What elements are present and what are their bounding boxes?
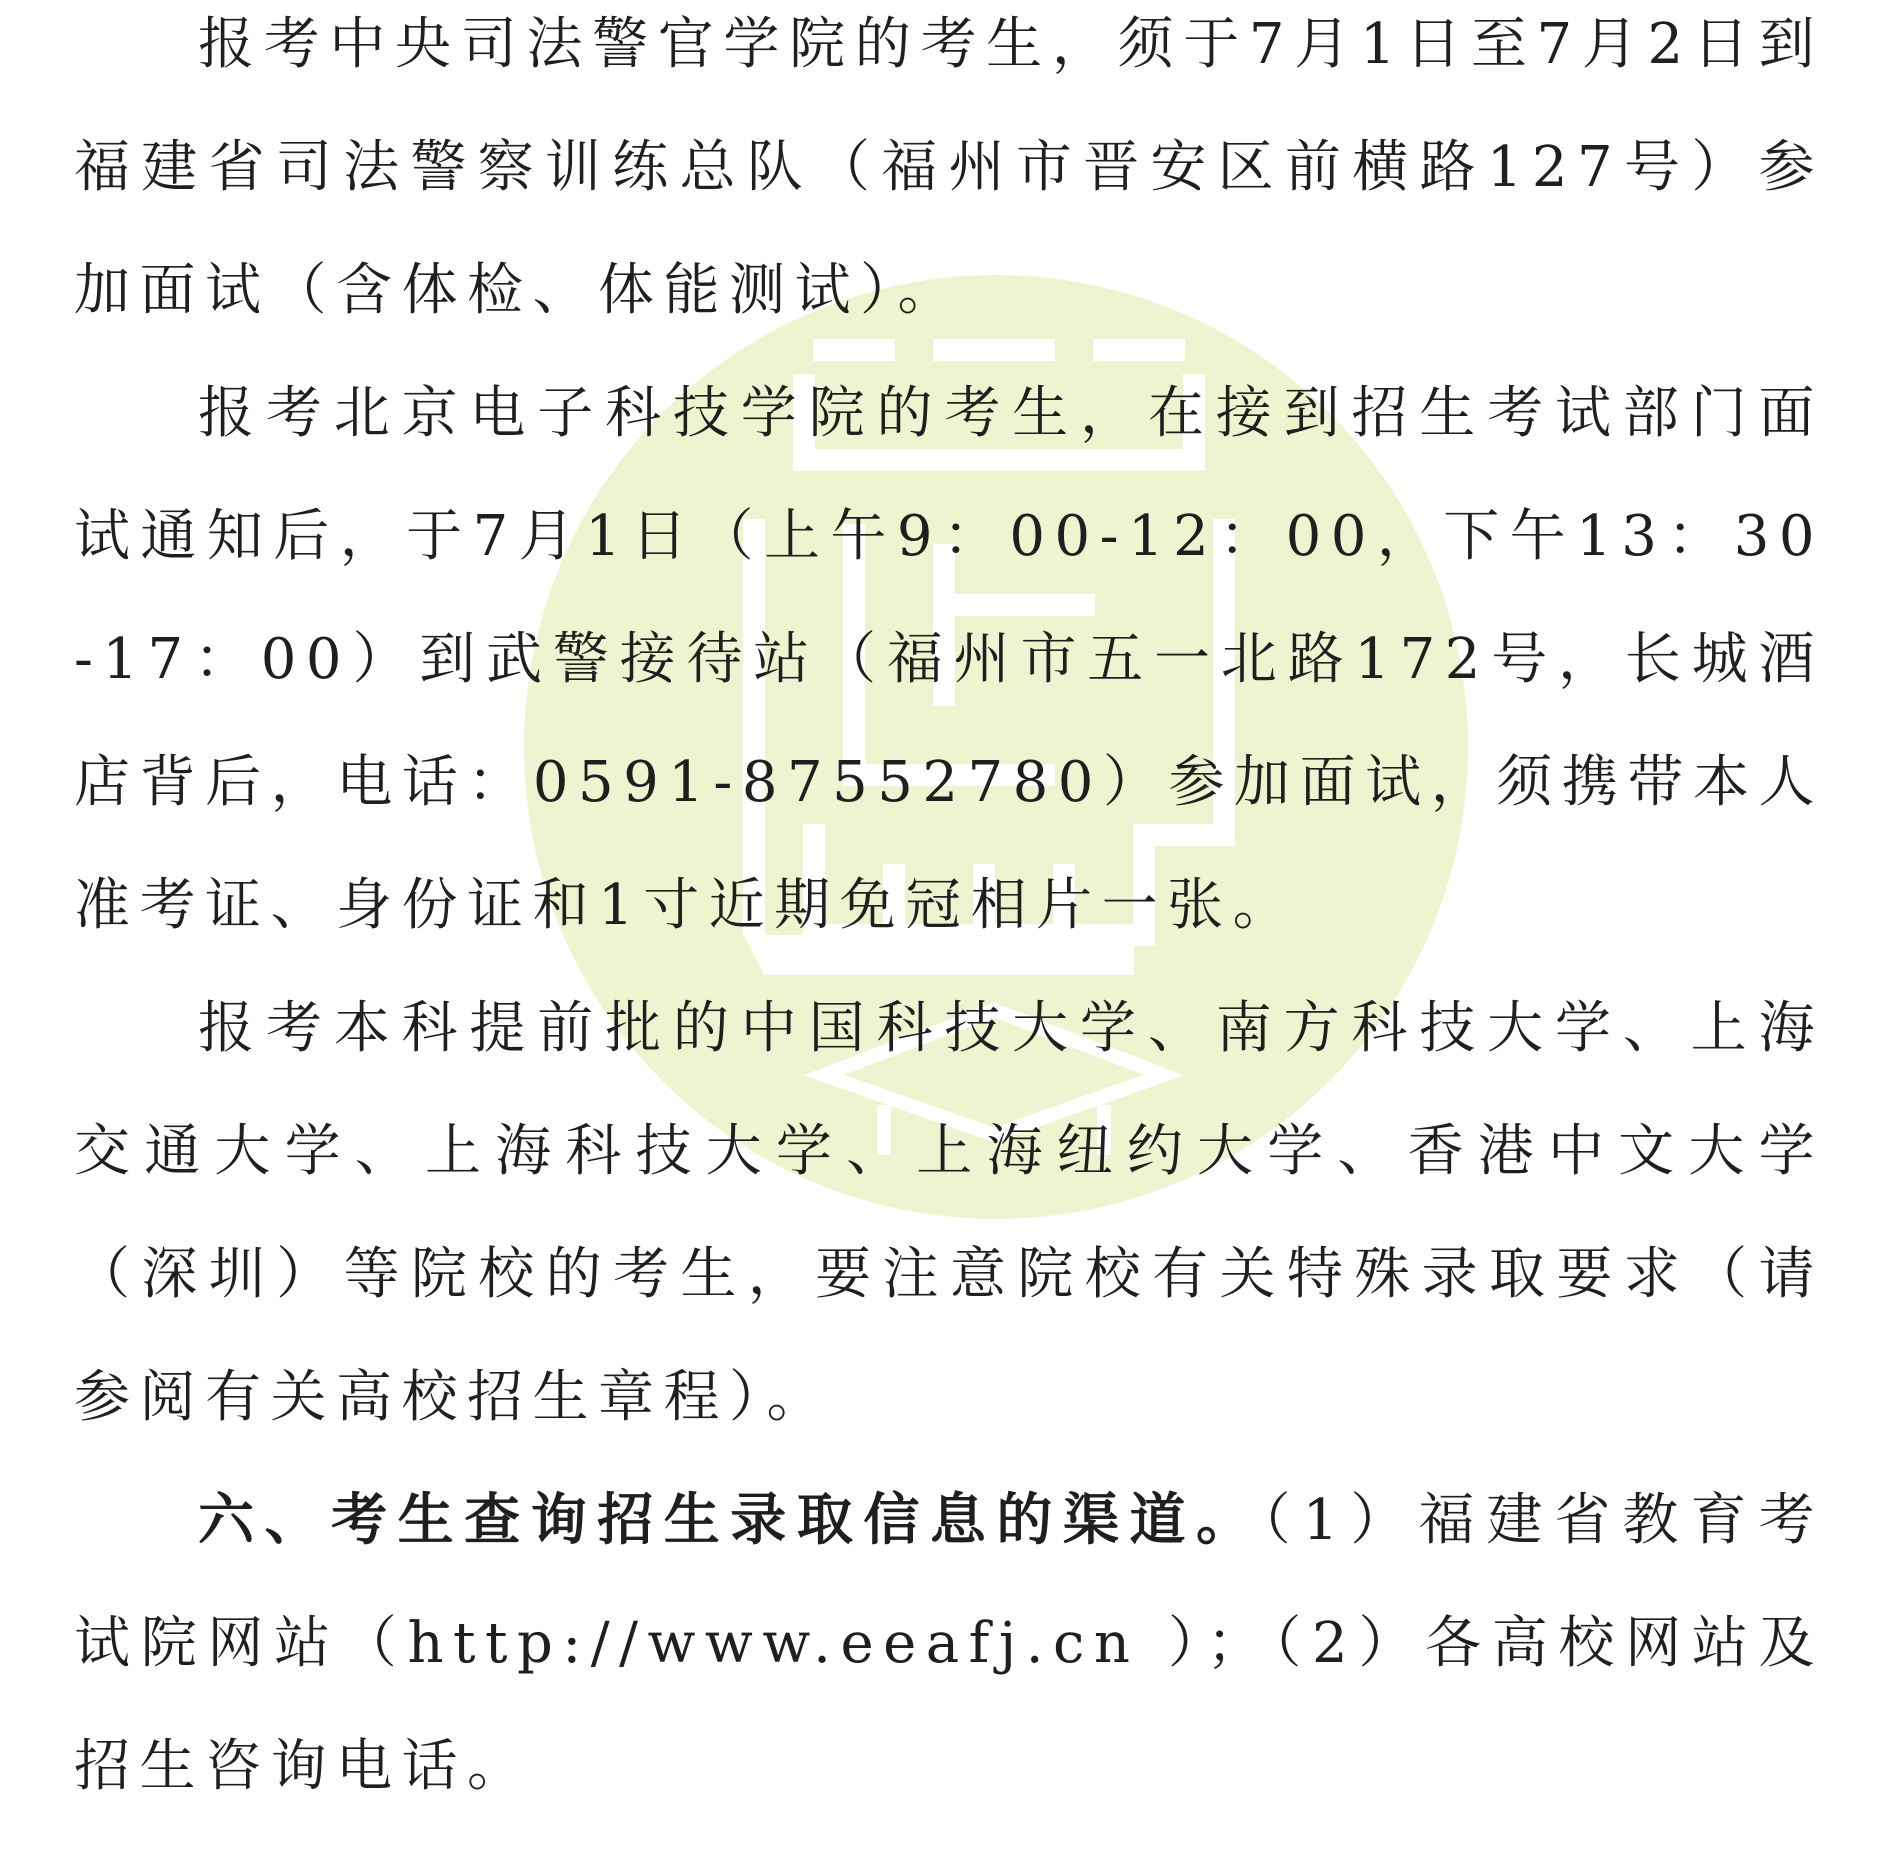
paragraph-beijing-electronic-college: 报考北京电子科技学院的考生，在接到招生考试部门面试通知后，于7月1日（上午9：00-12：00，下午13：30-17：00）到武警接待站（福州市五一北路172号，长城酒店背后，电话：0591-87552780）参加面试，须携带本人准考证、身份证和1寸近期免冠相片一张。 — [74, 381, 1824, 938]
query-channels-text: （1）福建省教育考试院网站（http://www.eeafj.cn ）；（2）各高校网站及招生咨询电话。 — [74, 1488, 1824, 1799]
paragraph-query-channels — [74, 1459, 1824, 1828]
paragraph-early-batch-universities: 报考本科提前批的中国科技大学、南方科技大学、上海交通大学、上海科技大学、上海纽约大学、香港中文大学（深圳）等院校的考生，要注意院校有关特殊录取要求（请参阅有关高校招生章程）。 — [74, 996, 1824, 1430]
paragraph-judicial-police-college: 报考中央司法警官学院的考生，须于7月1日至7月2日到福建省司法警察训练总队（福州市晋安区前横路127号）参加面试（含体检、体能测试）。 — [74, 12, 1824, 323]
section-heading: 六、考生查询招生录取信息的渠道。 — [198, 1487, 1263, 1553]
document-body — [74, 0, 1824, 1828]
